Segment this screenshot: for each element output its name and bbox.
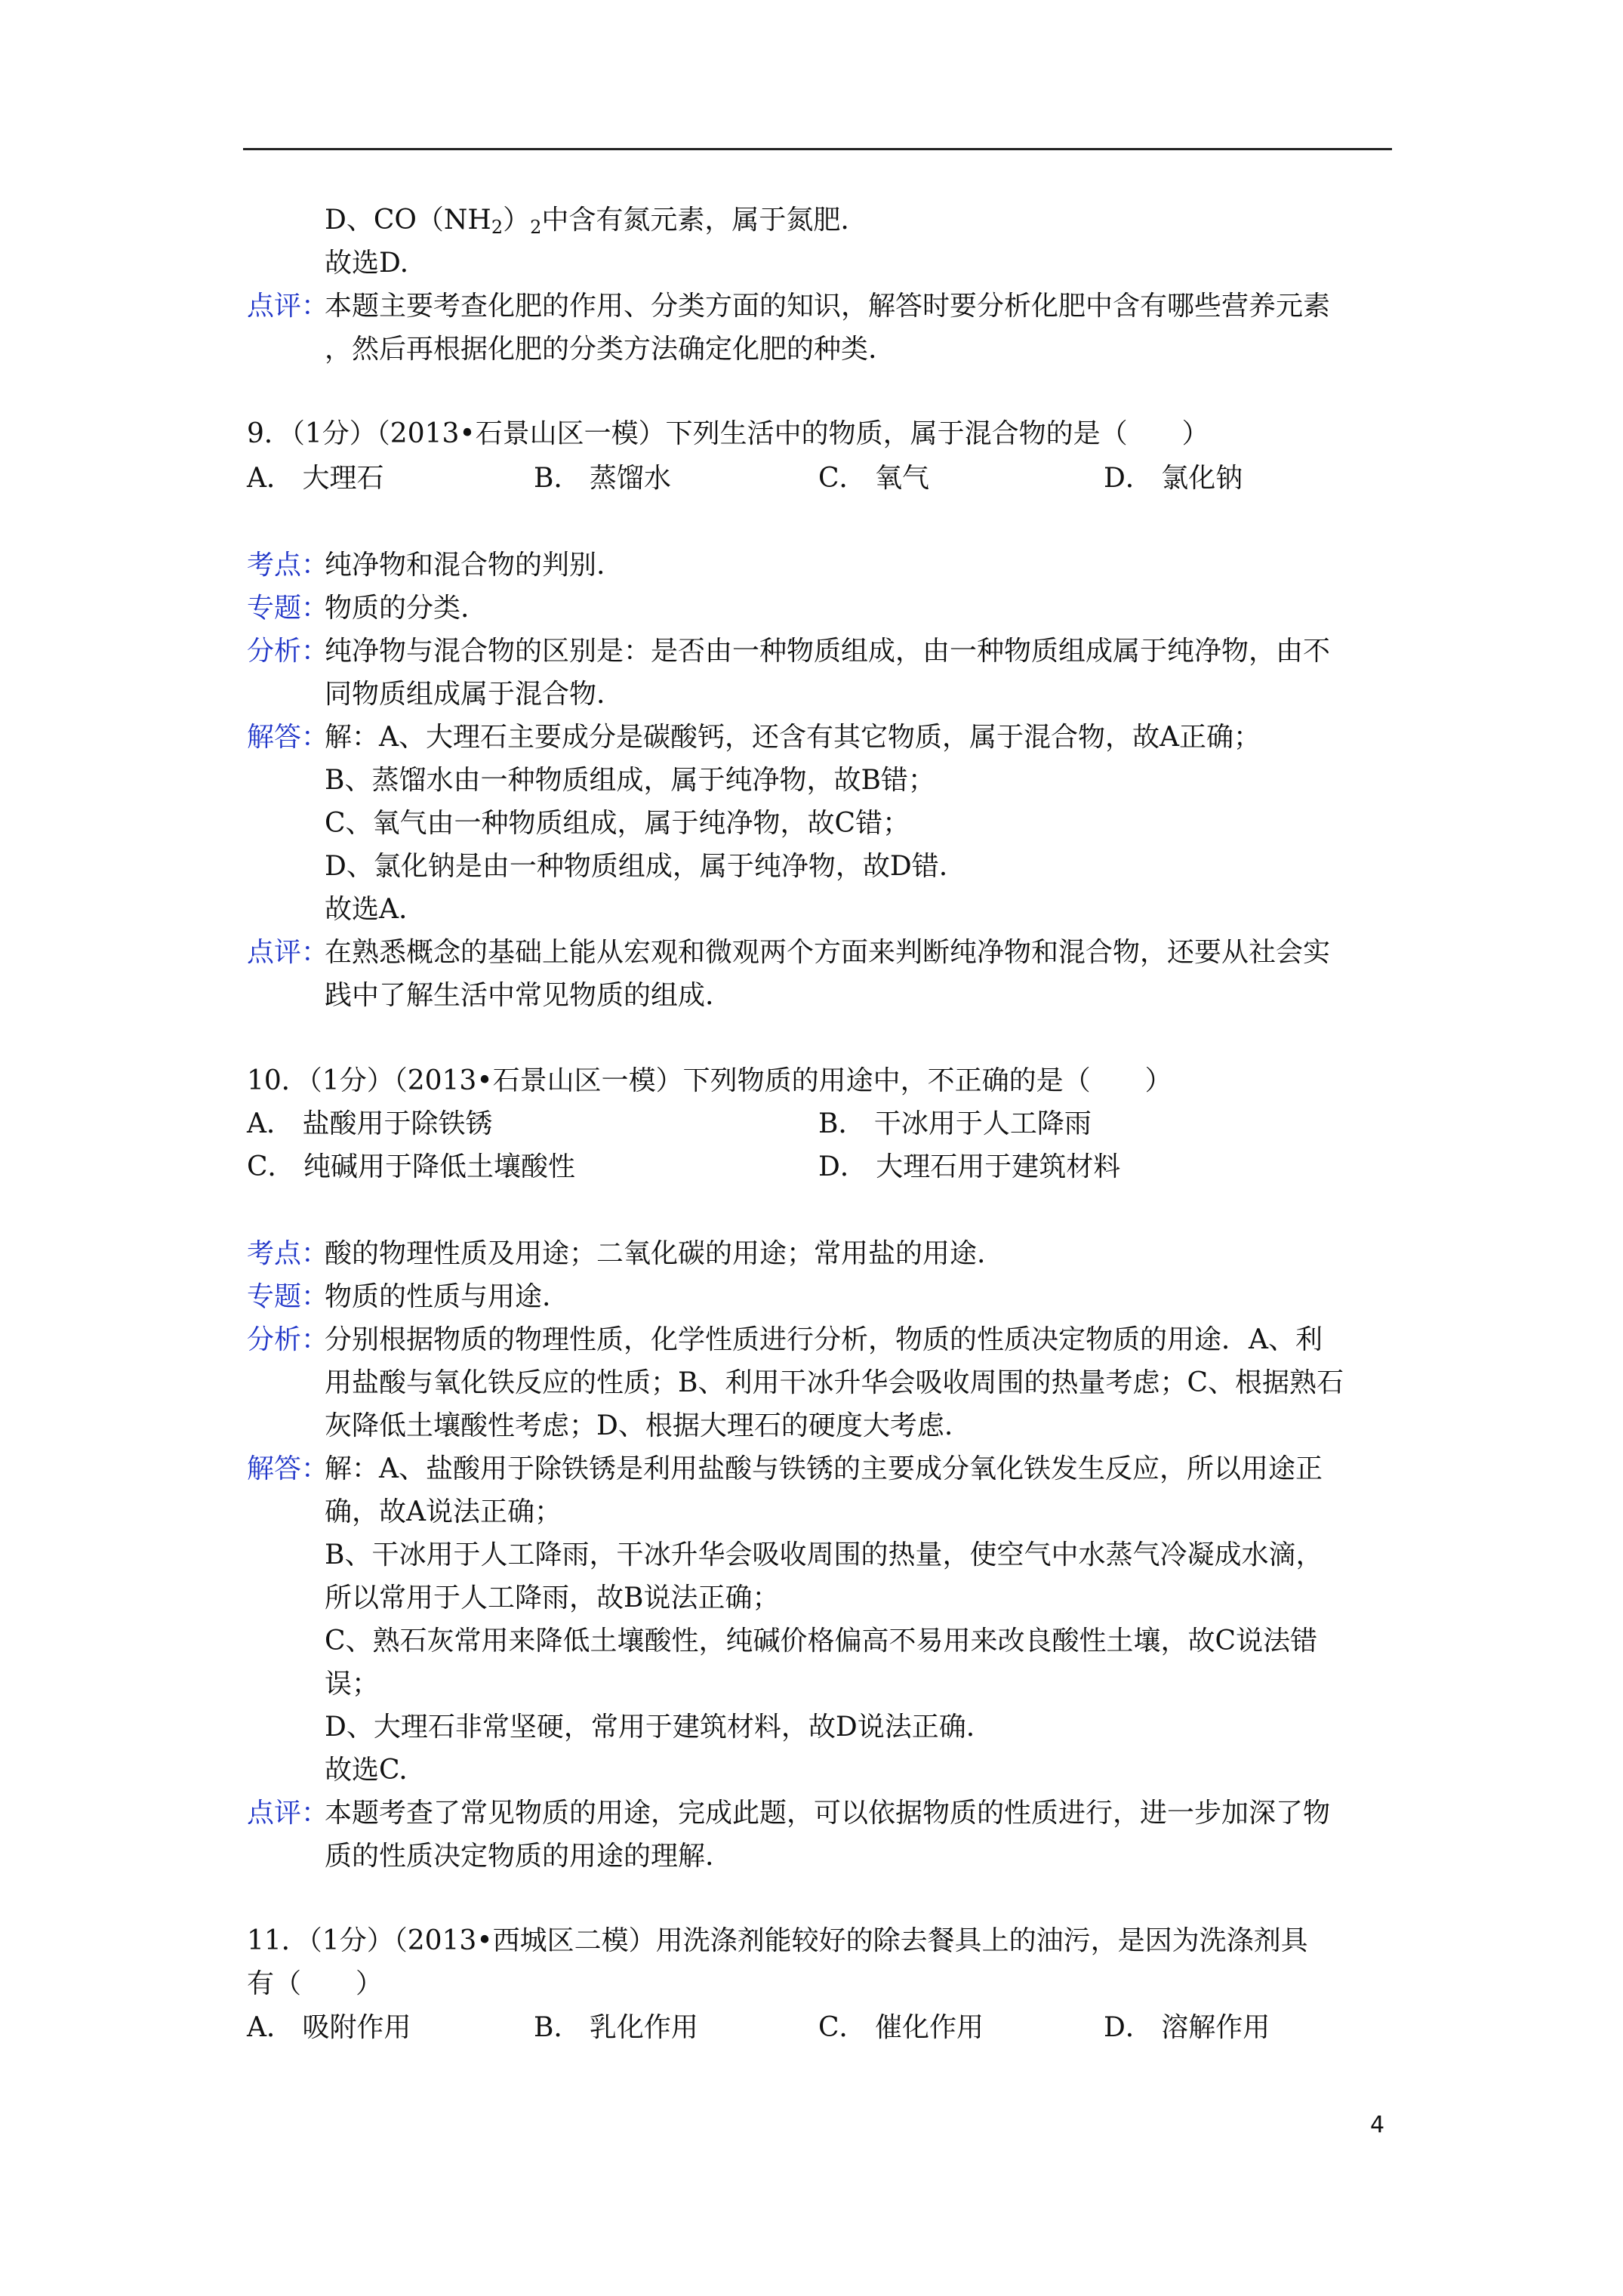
page-number: 4: [1370, 2112, 1385, 2138]
q10-dianping-line: 质的性质决定物质的用途的理解.: [325, 1841, 714, 1872]
q10-stem: 10．（1分）（2013•石景山区一模）下列物质的用途中，不正确的是（ ）: [247, 1065, 1172, 1096]
q10-kaodian-label: 考点：: [247, 1238, 329, 1269]
q10-zhuanti-label: 专题：: [247, 1281, 329, 1312]
q9-options: [247, 462, 1379, 495]
q10-fenxi-line: 灰降低土壤酸性考虑；D、根据大理石的硬度大考虑.: [325, 1410, 953, 1441]
q11-stem-line: 11．（1分）（2013•西城区二模）用洗涤剂能较好的除去餐具上的油污，是因为洗涤剂具: [247, 1925, 1308, 1956]
q10-option-b: B． 干冰用于人工降雨: [818, 1108, 1092, 1139]
q9-option-c: C． 氧气: [818, 463, 929, 494]
header-rule: [243, 148, 1392, 150]
q9-option-b: B． 蒸馏水: [534, 463, 671, 494]
q10-dianping-line: 本题考查了常见物质的用途，完成此题，可以依据物质的性质进行，进一步加深了物: [325, 1798, 1331, 1829]
q9-dianping-label: 点评：: [247, 937, 329, 968]
q10-jieda-line: D、大理石非常坚硬，常用于建筑材料，故D说法正确.: [325, 1712, 975, 1743]
q9-jieda-line: D、氯化钠是由一种物质组成，属于纯净物，故D错.: [325, 851, 948, 882]
q10-jieda-line: 故选C.: [325, 1755, 408, 1786]
q11-option-b: B． 乳化作用: [534, 2012, 698, 2043]
q10-jieda-line: B、干冰用于人工降雨，干冰升华会吸收周围的热量，使空气中水蒸气冷凝成水滴，: [325, 1539, 1323, 1570]
q9-fenxi-line: 同物质组成属于混合物.: [325, 679, 605, 710]
q9-jieda-line: 解：A、大理石主要成分是碳酸钙，还含有其它物质，属于混合物，故A正确；: [325, 722, 1261, 753]
q10-jieda-line: 解：A、盐酸用于除铁锈是利用盐酸与铁锈的主要成分氧化铁发生反应，所以用途正: [325, 1453, 1323, 1484]
q9-zhuanti: 物质的分类.: [325, 593, 470, 624]
q10-fenxi-line: 用盐酸与氧化铁反应的性质；B、利用干冰升华会吸收周围的热量考虑；C、根据熟石: [325, 1367, 1344, 1398]
q10-jieda-line: 误；: [325, 1669, 380, 1700]
q9-dianping-line: 在熟悉概念的基础上能从宏观和微观两个方面来判断纯净物和混合物，还要从社会实: [325, 937, 1331, 968]
q8-answer: 故选D.: [325, 248, 409, 279]
q10-options-row2: [247, 1151, 1379, 1184]
q8-review-line: 本题主要考查化肥的作用、分类方面的知识，解答时要分析化肥中含有哪些营养元素: [325, 291, 1331, 322]
q9-zhuanti-label: 专题：: [247, 593, 329, 624]
q10-jieda-label: 解答：: [247, 1453, 329, 1484]
q11-stem-line: 有（ ）: [247, 1968, 383, 1999]
q10-fenxi-line: 分别根据物质的物理性质，化学性质进行分析，物质的性质决定物质的用途．A、利: [325, 1324, 1323, 1355]
q10-options-row1: [247, 1108, 1379, 1141]
q9-dianping-line: 践中了解生活中常见物质的组成.: [325, 980, 714, 1011]
q10-zhuanti: 物质的性质与用途.: [325, 1281, 551, 1312]
q10-jieda-line: 所以常用于人工降雨，故B说法正确；: [325, 1583, 780, 1613]
q9-jieda-line: B、蒸馏水由一种物质组成，属于纯净物，故B错；: [325, 765, 935, 796]
q10-option-a: A． 盐酸用于除铁锈: [247, 1108, 493, 1139]
q11-option-a: A． 吸附作用: [247, 2012, 411, 2043]
q11-option-d: D． 溶解作用: [1104, 2012, 1270, 2043]
q11-option-c: C． 催化作用: [818, 2012, 984, 2043]
q10-option-d: D． 大理石用于建筑材料: [818, 1151, 1121, 1182]
q9-jieda-label: 解答：: [247, 722, 329, 753]
q8-review-line: ，然后再根据化肥的分类方法确定化肥的种类.: [325, 334, 877, 365]
q9-fenxi-line: 纯净物与混合物的区别是：是否由一种物质组成，由一种物质组成属于纯净物，由不: [325, 636, 1331, 667]
q9-kaodian-label: 考点：: [247, 550, 329, 581]
q9-jieda-line: 故选A.: [325, 894, 408, 925]
q8-review-label: 点评：: [247, 291, 329, 322]
q10-option-c: C． 纯碱用于降低土壤酸性: [247, 1151, 575, 1182]
q10-dianping-label: 点评：: [247, 1798, 329, 1829]
q9-jieda-line: C、氧气由一种物质组成，属于纯净物，故C错；: [325, 808, 910, 839]
q10-jieda-line: C、熟石灰常用来降低土壤酸性，纯碱价格偏高不易用来改良酸性土壤，故C说法错: [325, 1626, 1318, 1657]
q8-option-d-line: D、$CO(NH_2)_2$中含有氮元素，属于氮肥.: [325, 205, 849, 238]
q10-kaodian: 酸的物理性质及用途；二氧化碳的用途；常用盐的用途.: [325, 1238, 986, 1269]
q9-stem: 9．（1分）（2013•石景山区一模）下列生活中的物质，属于混合物的是（ ）: [247, 418, 1209, 449]
q9-option-d: D． 氯化钠: [1104, 463, 1243, 494]
q11-options: [247, 2011, 1379, 2045]
q10-jieda-line: 确，故A说法正确；: [325, 1496, 562, 1527]
q10-fenxi-label: 分析：: [247, 1324, 329, 1355]
q9-fenxi-label: 分析：: [247, 636, 329, 667]
q9-option-a: A． 大理石: [247, 463, 384, 494]
q9-kaodian: 纯净物和混合物的判别.: [325, 550, 605, 581]
